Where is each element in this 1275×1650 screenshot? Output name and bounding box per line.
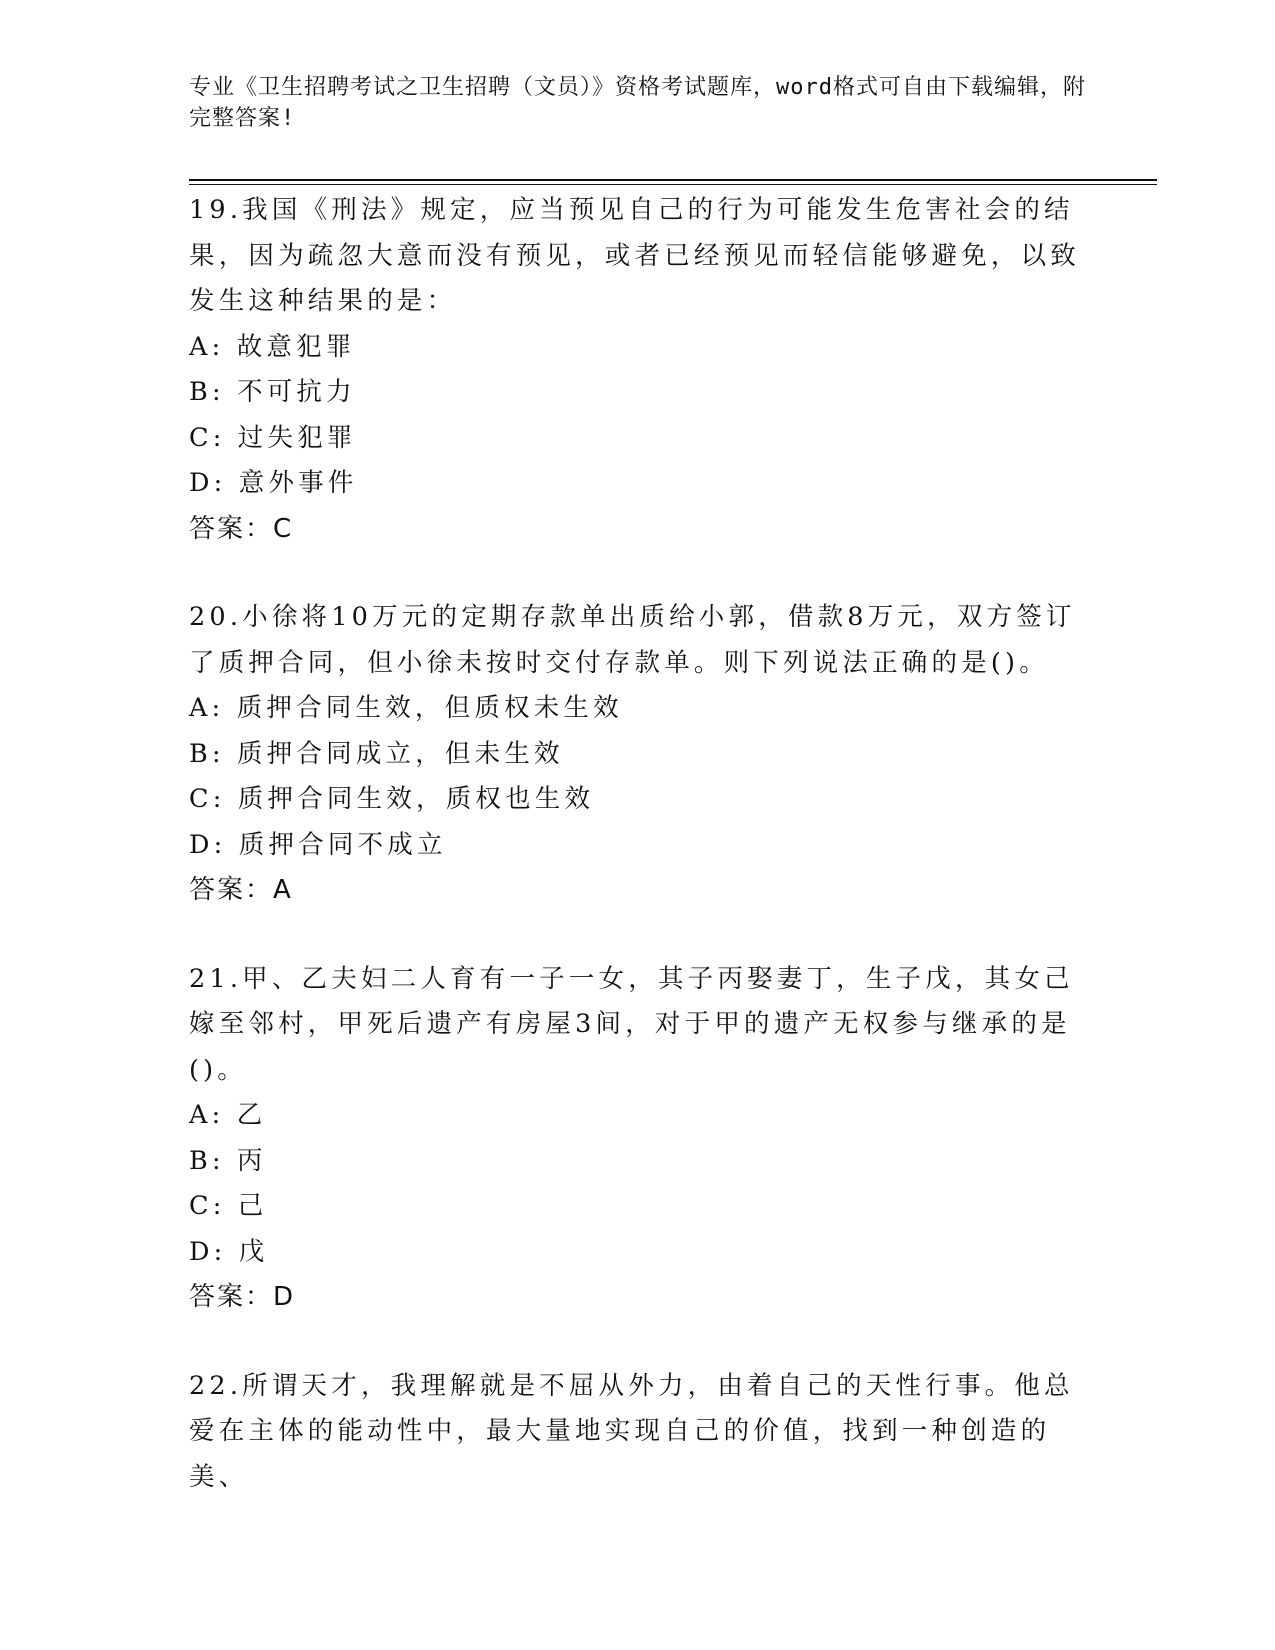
question-text: 21.甲、乙夫妇二人育有一子一女，其子丙娶妻丁，生子戊，其女己嫁至邻村，甲死后遗产有房屋3间，对于甲的遗产无权参与继承的是()。 — [189, 963, 1074, 1085]
option-d: D: 意外事件 — [189, 468, 358, 498]
option-a: A: 故意犯罪 — [189, 331, 356, 362]
option-d: D: 质押合同不成立 — [189, 829, 447, 860]
option-b: B: 丙 — [189, 1145, 267, 1176]
question-19 — [189, 188, 1089, 552]
option-b: B: 不可抗力 — [189, 377, 356, 407]
option-c: C: 己 — [189, 1191, 268, 1221]
option-b: B: 质押合同成立，但未生效 — [189, 738, 564, 769]
question-22 — [189, 1364, 1089, 1501]
option-c: C: 过失犯罪 — [189, 422, 357, 453]
option-c: C: 质押合同生效，质权也生效 — [189, 784, 595, 814]
header-rule-thin — [189, 184, 1157, 185]
question-text: 19.我国《刑法》规定，应当预见自己的行为可能发生危害社会的结果，因为疏忽大意而没有预见，或者已经预见而轻信能够避免，以致发生这种结果的是： — [189, 195, 1081, 316]
option-d: D: 戊 — [189, 1236, 269, 1267]
answer: 答案：C — [189, 513, 294, 544]
question-text: 22.所谓天才，我理解就是不屈从外力，由着自己的天性行事。他总爱在主体的能动性中，最大量地实现自己的价值，找到一种创造的美、 — [189, 1370, 1074, 1492]
answer: 答案：D — [189, 1282, 296, 1312]
question-20 — [189, 595, 1089, 914]
question-text: 20.小徐将10万元的定期存款单出质给小郭，借款8万元，双方签订了质押合同，但小徐未按时交付存款单。则下列说法正确的是()。 — [189, 602, 1076, 678]
option-a: A: 质押合同生效，但质权未生效 — [189, 693, 623, 723]
option-a: A: 乙 — [189, 1100, 267, 1130]
header-rule-thick — [189, 179, 1157, 181]
question-21 — [189, 957, 1089, 1321]
document-header: 专业《卫生招聘考试之卫生招聘（文员）》资格考试题库，word格式可自由下载编辑，附完整答案! — [189, 75, 1086, 131]
question-list — [189, 188, 1089, 1543]
answer: 答案：A — [189, 875, 293, 905]
